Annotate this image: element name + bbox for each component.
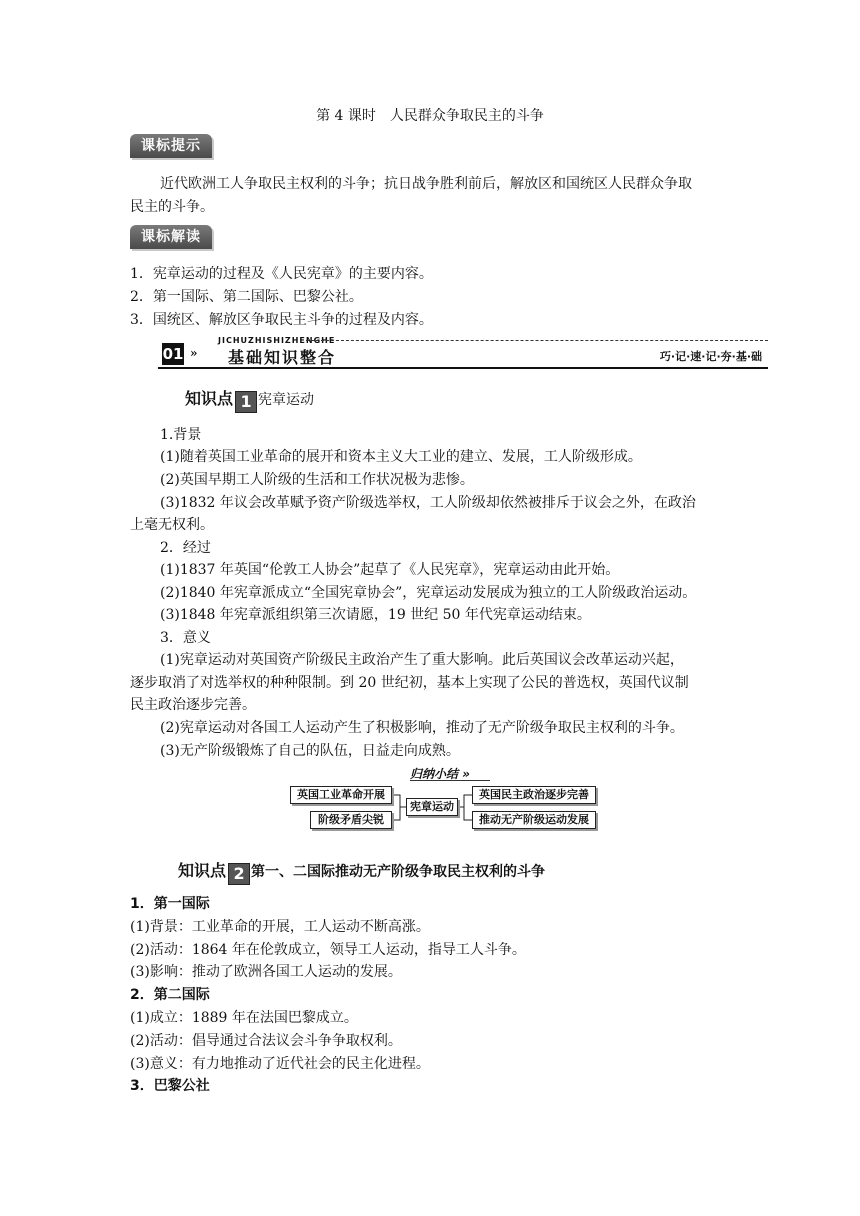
- body-line: (2)宪章运动对各国工人运动产生了积极影响，推动了无产阶级争取民主权利的斗争。: [160, 720, 684, 736]
- summary-box-right-top: 英国民主政治逐步完善: [472, 786, 596, 804]
- body-line: (3)1848 年宪章派组织第三次请愿，19 世纪 50 年代宪章运动结束。: [160, 607, 591, 623]
- body-line: (3)无产阶级锻炼了自己的队伍，日益走向成熟。: [160, 743, 460, 759]
- body-line: (1)随着英国工业革命的展开和资本主义大工业的建立、发展，工人阶级形成。: [160, 449, 642, 465]
- summary-box-left-top: 英国工业革命开展: [290, 786, 392, 804]
- body-line: (3)1832 年议会改革赋予资产阶级选举权，工人阶级却依然被排斥于议会之外，在政治: [160, 495, 696, 511]
- body-line: (2)活动：倡导通过合法议会斗争争取权利。: [130, 1033, 402, 1049]
- body-line: (2)1840 年宪章派成立“全国宪章协会”，宪章运动发展成为独立的工人阶级政治运动。: [160, 585, 697, 601]
- body-line: (3)意义：有力地推动了近代社会的民主化进程。: [130, 1056, 430, 1072]
- section-pinyin: JICHUZHISHIZHENGHE: [218, 336, 336, 345]
- body-line: 上毫无权利。: [130, 517, 214, 533]
- intro-line-1: 近代欧洲工人争取民主权利的斗争；抗日战争胜利前后，解放区和国统区人民群众争取: [160, 176, 692, 192]
- body-line: (1)宪章运动对英国资产阶级民主政治产生了重大影响。此后英国议会改革运动兴起，: [160, 652, 684, 668]
- section-number: 01: [162, 345, 184, 363]
- body-line: (2)英国早期工人阶级的生活和工作状况极为悲惨。: [160, 472, 474, 488]
- body-line: 2．经过: [160, 540, 211, 556]
- goal-item: 3．国统区、解放区争取民主斗争的过程及内容。: [130, 312, 433, 328]
- tag-curriculum-reading: 课标解读: [130, 225, 212, 249]
- body-line: 1．第一国际: [130, 896, 210, 912]
- knowledge-point-label: 知识点: [178, 861, 227, 880]
- summary-title: 归纳小结 »: [410, 767, 470, 781]
- knowledge-point-number: 1: [235, 391, 257, 413]
- knowledge-point-title: 第一、二国际推动无产阶级争取民主权利的斗争: [251, 864, 546, 880]
- section-name: 基础知识整合: [228, 348, 337, 367]
- body-line: 3．意义: [160, 630, 211, 646]
- knowledge-point-title: 宪章运动: [258, 392, 315, 408]
- summary-box-right-bottom: 推动无产阶级运动发展: [472, 811, 596, 829]
- body-line: (1)1837 年英国“伦敦工人协会”起草了《人民宪章》，宪章运动由此开始。: [160, 562, 620, 578]
- body-line: (1)背景：工业革命的开展，工人运动不断高涨。: [130, 919, 430, 935]
- knowledge-point-number: 2: [228, 863, 250, 885]
- knowledge-point-label: 知识点: [185, 389, 234, 408]
- body-line: (2)活动：1864 年在伦敦成立，领导工人运动，指导工人斗争。: [130, 942, 526, 958]
- goal-item: 1．宪章运动的过程及《人民宪章》的主要内容。: [130, 266, 433, 282]
- summary-box-center: 宪章运动: [406, 798, 458, 816]
- knowledge-point-2-heading: [178, 858, 545, 885]
- page-title: 第 4 课时 人民群众争取民主的斗争: [316, 108, 544, 124]
- tag-curriculum-hint: 课标提示: [130, 134, 212, 158]
- body-line: 1.背景: [160, 427, 202, 443]
- body-line: (1)成立：1889 年在法国巴黎成立。: [130, 1010, 358, 1026]
- body-line: 3．巴黎公社: [130, 1078, 210, 1094]
- section-arrow-icon: »: [190, 346, 198, 360]
- summary-box-left-bottom: 阶级矛盾尖锐: [310, 811, 392, 829]
- intro-line-2: 民主的斗争。: [130, 199, 214, 215]
- body-line: (3)影响：推动了欧洲各国工人运动的发展。: [130, 964, 402, 980]
- section-slogan: 巧·记·速·记·夯·基·础: [659, 350, 762, 363]
- body-line: 民主政治逐步完善。: [130, 697, 256, 713]
- goal-item: 2．第一国际、第二国际、巴黎公社。: [130, 289, 363, 305]
- body-line: 逐步取消了对选举权的种种限制。到 20 世纪初，基本上实现了公民的普选权，英国代议制: [130, 675, 689, 691]
- body-line: 2．第二国际: [130, 987, 210, 1003]
